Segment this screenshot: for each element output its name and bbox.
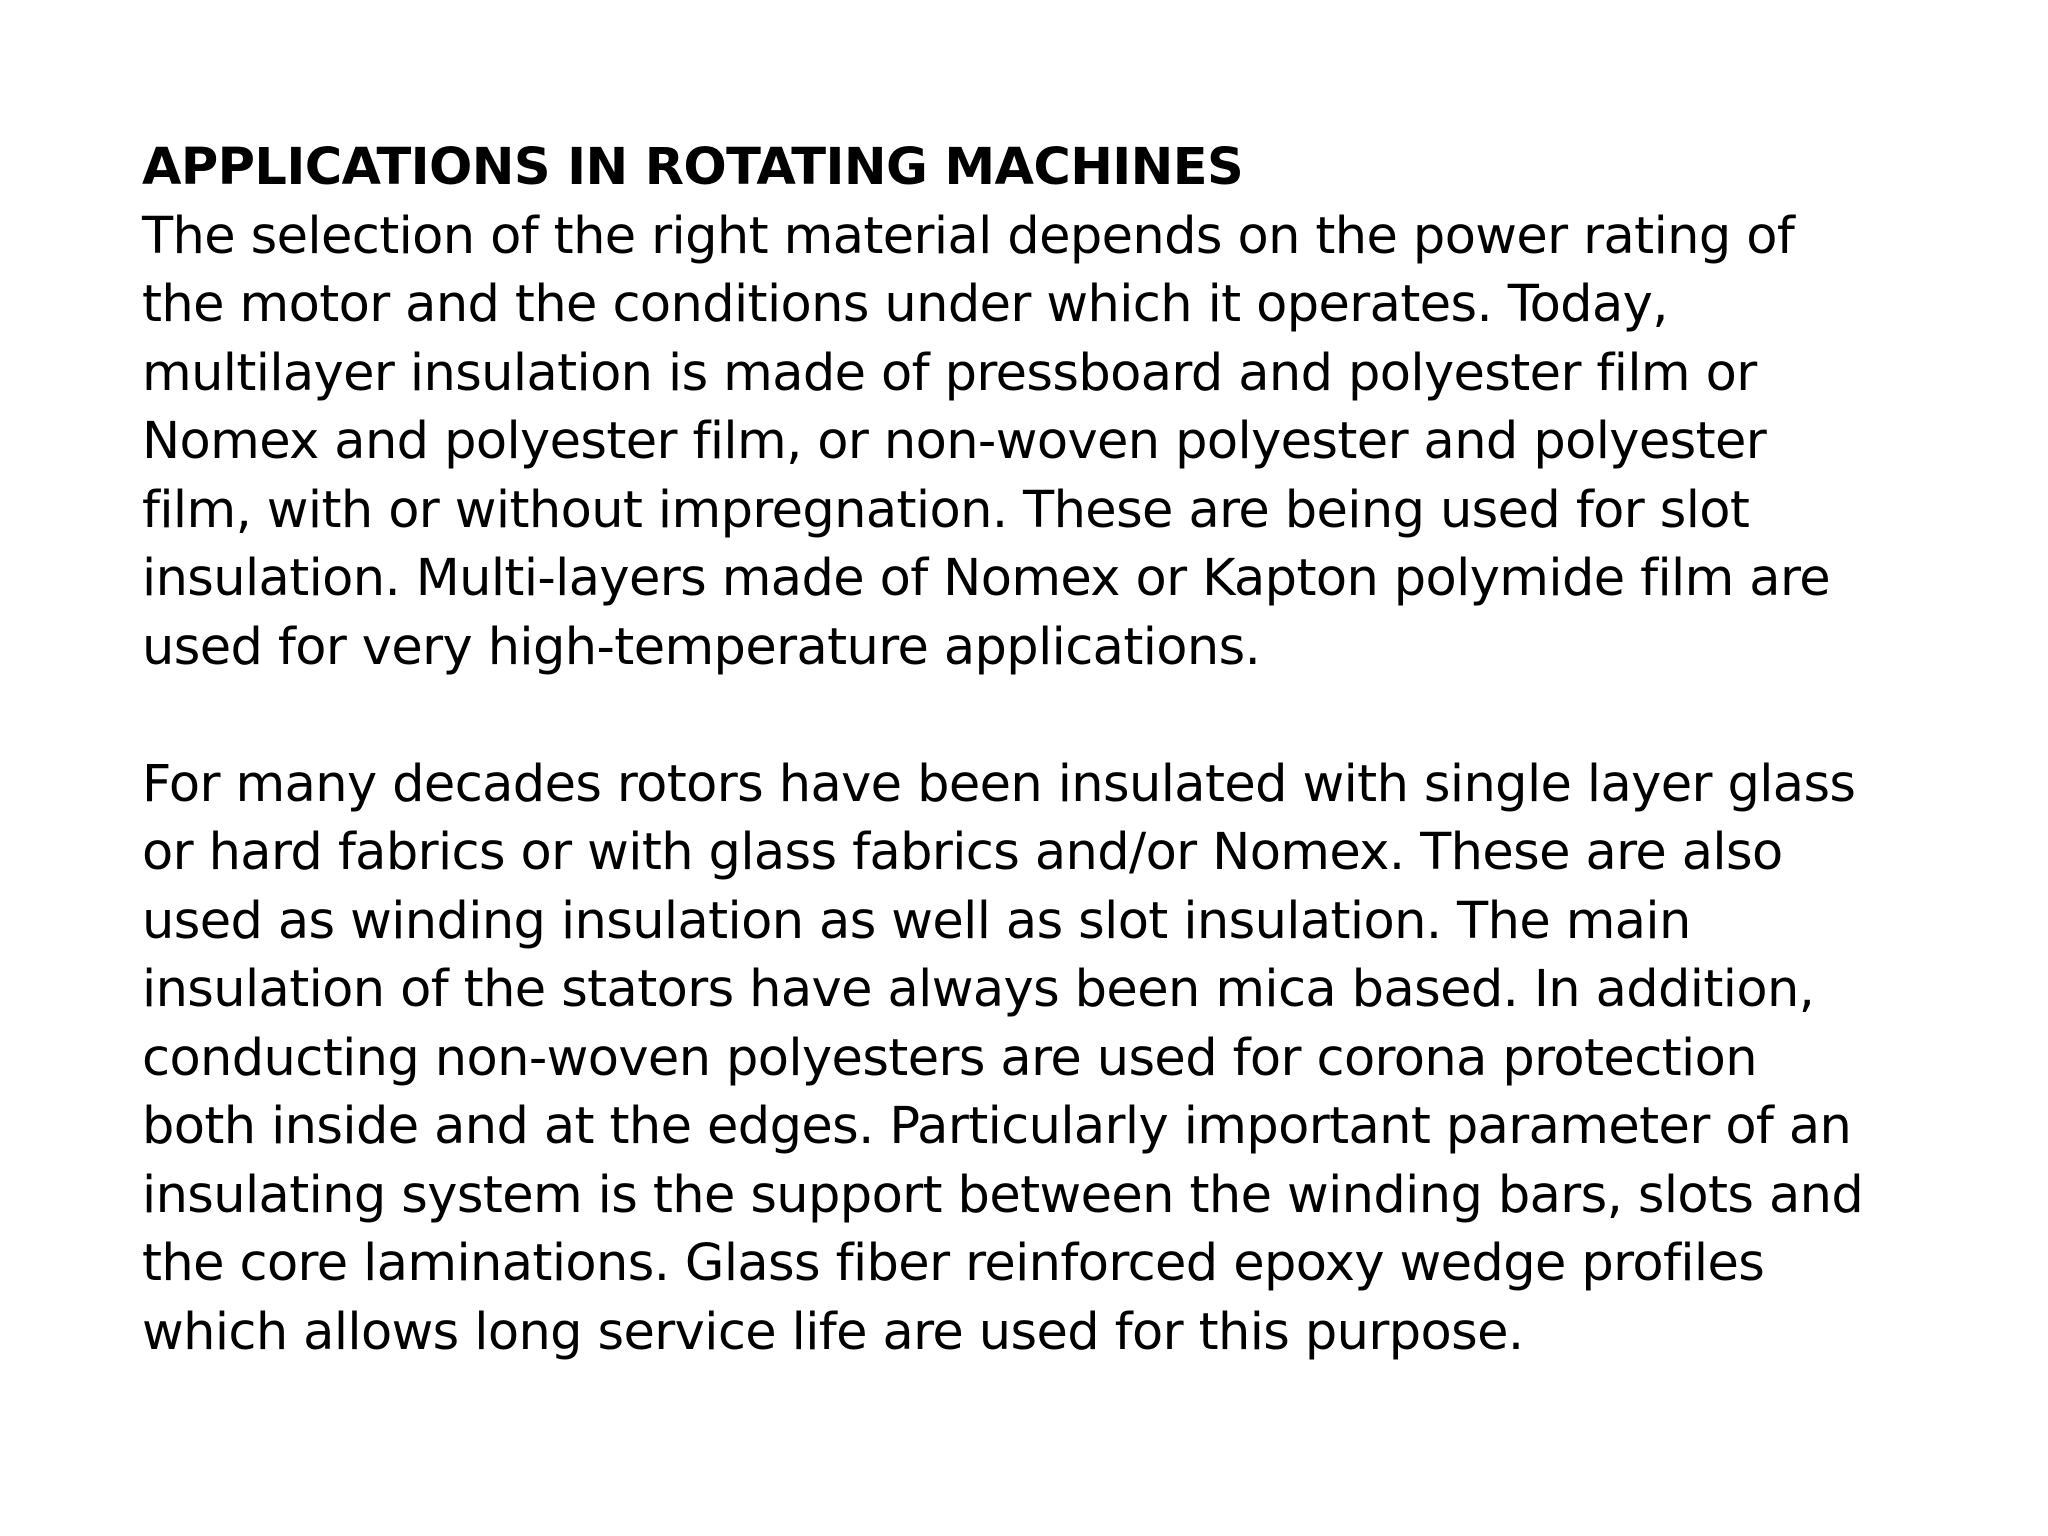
paragraph-2-line: For many decades rotors have been insulated with single layer glass: [142, 754, 1856, 814]
paragraph-spacer: [142, 682, 1942, 751]
paragraph-2-line: both inside and at the edges. Particularly important parameter of an: [142, 1097, 1852, 1156]
paragraph-2-line: or hard fabrics or with glass fabrics and/or Nomex. These are also: [142, 823, 1783, 882]
paragraph-1: [142, 203, 1942, 683]
paragraph-1-line: used for very high-temperature applications.: [142, 617, 1261, 677]
paragraph-2-line: used as winding insulation as well as slot insulation. The main: [142, 891, 1691, 951]
paragraph-2-line: the core laminations. Glass fiber reinforced epoxy wedge profiles: [142, 1234, 1765, 1293]
paragraph-1-line: The selection of the right material depends on the power rating of: [142, 206, 1795, 266]
paragraph-2-line: insulation of the stators have always been mica based. In addition,: [142, 960, 1815, 1019]
paragraph-2: [142, 751, 1942, 1368]
paragraph-2-line: which allows long service life are used for this purpose.: [142, 1302, 1524, 1362]
paragraph-1-line: multilayer insulation is made of pressboard and polyester film or: [142, 343, 1757, 403]
paragraph-1-line: film, with or without impregnation. These are being used for slot: [142, 480, 1750, 540]
paragraph-1-line: Nomex and polyester film, or non-woven polyester and polyester: [142, 412, 1767, 471]
paragraph-1-line: the motor and the conditions under which it operates. Today,: [142, 275, 1668, 334]
paragraph-1-line: insulation. Multi-layers made of Nomex or Kapton polymide film are: [142, 549, 1830, 608]
slide-content: [142, 134, 1942, 1367]
slide-title: APPLICATIONS IN ROTATING MACHINES: [142, 138, 1244, 197]
paragraph-2-line: insulating system is the support between the winding bars, slots and: [142, 1165, 1864, 1225]
paragraph-2-line: conducting non-woven polyesters are used for corona protection: [142, 1028, 1757, 1088]
